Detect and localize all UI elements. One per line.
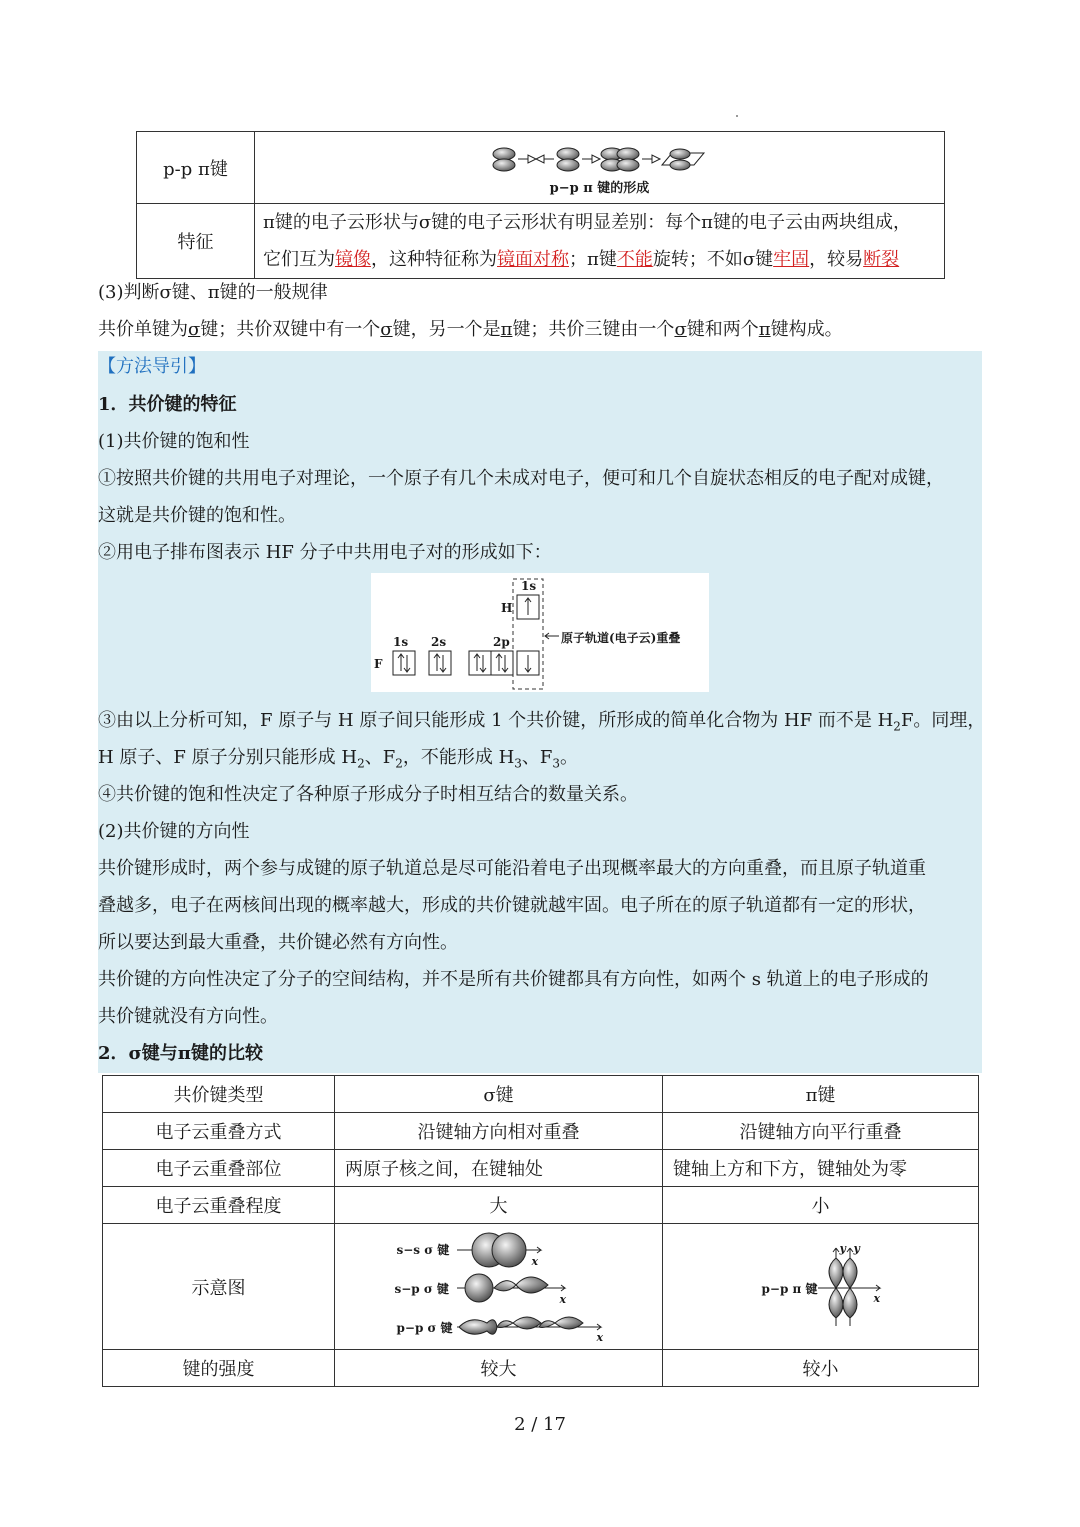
heading-2: 2．σ键与π键的比较 xyxy=(98,1043,263,1064)
subheading-saturation: (1)共价键的饱和性 xyxy=(98,431,250,452)
para-5b: 叠越多，电子在两核间出现的概率越大，形成的共价键就越牢固。电子所在的原子轨道都有一定的形状， xyxy=(98,895,926,916)
para-5a: 共价键形成时，两个参与成键的原子轨道总是尽可能沿着电子出现概率最大的方向重叠，而且原子轨道重 xyxy=(98,858,926,879)
ss-sigma-label: s−s σ 键 xyxy=(396,1242,450,1257)
pi-bond-table xyxy=(136,131,945,279)
h-atom-label: H xyxy=(501,601,513,615)
sigma-pi-compare-table xyxy=(102,1075,979,1387)
para-6b: 共价键就没有方向性。 xyxy=(98,1006,278,1027)
table-row xyxy=(103,1350,979,1387)
row-label: 电子云重叠部位 xyxy=(103,1150,335,1187)
f-2p-label: 2p xyxy=(493,635,510,649)
pi-cell: 键轴上方和下方，键轴处为零 xyxy=(663,1150,979,1187)
diagram-label: 示意图 xyxy=(103,1224,335,1350)
pi-cell: 小 xyxy=(663,1187,979,1224)
para-4: ④共价键的饱和性决定了各种原子形成分子时相互结合的数量关系。 xyxy=(98,784,638,805)
method-header: 【方法导引】 xyxy=(98,356,206,377)
pp-pi-label: p-p π键 xyxy=(137,132,255,204)
ss-axis-x: x xyxy=(531,1254,539,1268)
table-row xyxy=(103,1224,979,1350)
row-label: 电子云重叠程度 xyxy=(103,1187,335,1224)
table-row xyxy=(103,1113,979,1150)
strength-label: 键的强度 xyxy=(103,1350,335,1387)
header-type: 共价键类型 xyxy=(103,1076,335,1113)
strength-sigma: 较大 xyxy=(335,1350,663,1387)
strength-pi: 较小 xyxy=(663,1350,979,1387)
sigma-diagram xyxy=(389,1231,609,1343)
heading-1: 1．共价键的特征 xyxy=(98,394,237,415)
overlap-note: 原子轨道(电子云)重叠 xyxy=(561,631,681,645)
hf-orbital-figure xyxy=(371,573,709,692)
page-number: 2 / 17 xyxy=(514,1414,566,1435)
pi-axis-y1: y xyxy=(839,1241,846,1255)
table-header-row xyxy=(103,1076,979,1113)
pp-pi-caption: p−p π 键的形成 xyxy=(549,180,650,196)
rule-title: (3)判断σ键、π键的一般规律 xyxy=(98,282,328,303)
h-1s-label: 1s xyxy=(521,579,537,593)
f-1s-label: 1s xyxy=(393,635,409,649)
f-atom-label: F xyxy=(374,657,383,671)
pp-pi-formation-diagram xyxy=(490,145,710,173)
para-5c: 所以要达到最大重叠，共价键必然有方向性。 xyxy=(98,932,458,953)
table-row xyxy=(103,1187,979,1224)
pp-pi-diagram-label: p−p π 键 xyxy=(761,1281,818,1296)
f-2s-label: 2s xyxy=(431,635,447,649)
pi-diagram-cell xyxy=(663,1224,979,1350)
pi-diagram xyxy=(754,1242,888,1332)
para-6a: 共价键的方向性决定了分子的空间结构，并不是所有共价键都具有方向性，如两个 s 轨道上的电子形成的 xyxy=(98,969,929,990)
pp-pi-formation-cell xyxy=(255,132,945,204)
table-row xyxy=(103,1150,979,1187)
para-1a: ①按照共价键的共用电子对理论，一个原子有几个未成对电子，便可和几个自旋状态相反的电子配对成键， xyxy=(98,468,944,489)
para-2: ②用电子排布图表示 HF 分子中共用电子对的形成如下： xyxy=(98,542,552,563)
feature-line-1: π键的电子云形状与σ键的电子云形状有明显差别：每个π键的电子云由两块组成， xyxy=(263,212,911,233)
header-sigma: σ键 xyxy=(335,1076,663,1113)
header-pi: π键 xyxy=(663,1076,979,1113)
rule-text: 共价单键为σ键；共价双键中有一个σ键，另一个是π键；共价三键由一个σ键和两个π键构成。 xyxy=(98,319,843,340)
para-1b: 这就是共价键的饱和性。 xyxy=(98,505,296,526)
feature-text xyxy=(255,204,945,279)
pi-axis-x: x xyxy=(873,1291,881,1305)
para-3b: H 原子、F 原子分别只能形成 $H_2$、$F_2$，不能形成 $H_3$、$F_3$。 xyxy=(98,747,579,771)
sigma-cell: 大 xyxy=(335,1187,663,1224)
sigma-cell: 沿键轴方向相对重叠 xyxy=(335,1113,663,1150)
pp-axis-x: x xyxy=(596,1330,604,1344)
scan-dot xyxy=(736,115,738,117)
para-3a: ③由以上分析可知，F 原子与 H 原子间只能形成 1 个共价键，所形成的简单化合物为 HF 而不是 $H_2F$。同理， xyxy=(98,710,986,734)
sp-axis-x: x xyxy=(559,1292,567,1306)
sp-sigma-label: s−p σ 键 xyxy=(394,1281,449,1296)
feature-label: 特征 xyxy=(137,204,255,279)
sigma-cell: 两原子核之间，在键轴处 xyxy=(335,1150,663,1187)
pi-cell: 沿键轴方向平行重叠 xyxy=(663,1113,979,1150)
pp-sigma-label: p−p σ 键 xyxy=(396,1320,453,1335)
pi-axis-y2: y xyxy=(853,1241,860,1255)
row-label: 电子云重叠方式 xyxy=(103,1113,335,1150)
sigma-diagram-cell xyxy=(335,1224,663,1350)
subheading-direction: (2)共价键的方向性 xyxy=(98,821,250,842)
feature-line-2: 它们互为镜像，这种特征称为镜面对称；π键不能旋转；不如σ键牢固，较易断裂 xyxy=(263,249,900,270)
